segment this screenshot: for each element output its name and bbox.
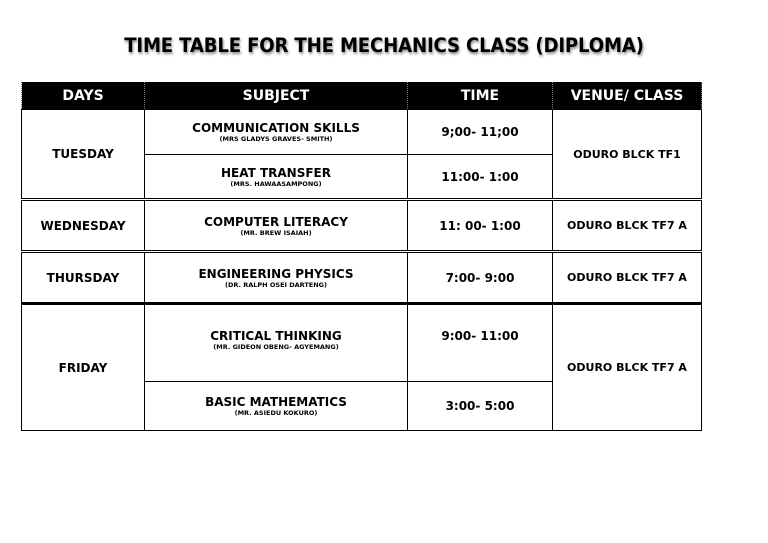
header-row: [22, 82, 702, 110]
subject-name: HEAT TRANSFER: [221, 165, 331, 180]
venue-cell-wednesday: ODURO BLCK TF7 A: [553, 200, 702, 252]
header-time: TIME: [408, 82, 553, 110]
time-cell: 3:00- 5:00: [408, 382, 553, 431]
tutor-name: (MRS. HAWAASAMPONG): [230, 179, 322, 188]
subject-name: BASIC MATHEMATICS: [205, 395, 347, 409]
day-cell-thursday: THURSDAY: [22, 252, 145, 304]
time-cell: 9;00- 11;00: [408, 110, 553, 155]
time-cell: 7:00- 9:00: [408, 252, 553, 304]
subject-cell: [145, 304, 408, 382]
header-venue: VENUE/ CLASS: [553, 82, 702, 110]
subject-cell: [145, 110, 408, 155]
venue-cell-thursday: ODURO BLCK TF7 A: [553, 252, 702, 304]
timetable: [21, 82, 702, 431]
venue-cell-friday: ODURO BLCK TF7 A: [553, 304, 702, 431]
page-title: TIME TABLE FOR THE MECHANICS CLASS (DIPLOMA): [124, 34, 644, 57]
time-cell: 9:00- 11:00: [408, 304, 553, 382]
table-row: [22, 200, 702, 252]
subject-cell: [145, 252, 408, 304]
subject-name: COMMUNICATION SKILLS: [192, 121, 360, 135]
tutor-name: (MR. ASIEDU KOKURO): [234, 409, 318, 417]
day-cell-wednesday: WEDNESDAY: [22, 200, 145, 252]
header-days: DAYS: [22, 82, 145, 110]
subject-name: CRITICAL THINKING: [210, 329, 342, 343]
time-cell: 11: 00- 1:00: [408, 200, 553, 252]
header-subject: SUBJECT: [145, 82, 408, 110]
tutor-name: (MR. BREW ISAIAH): [240, 228, 312, 237]
time-cell: 11:00- 1:00: [408, 155, 553, 200]
tutor-name: (DR. RALPH OSEI DARTENG): [225, 280, 327, 289]
venue-cell-tuesday: ODURO BLCK TF1: [553, 110, 702, 200]
subject-cell: [145, 200, 408, 252]
table-row: [22, 110, 702, 155]
day-cell-friday: FRIDAY: [22, 304, 145, 431]
tutor-name: (MRS GLADYS GRAVES- SMITH): [219, 135, 333, 143]
tutor-name: (MR. GIDEON OBENG- AGYEMANG): [213, 343, 339, 351]
subject-cell: [145, 382, 408, 431]
subject-name: COMPUTER LITERACY: [204, 214, 348, 229]
day-cell-tuesday: TUESDAY: [22, 110, 145, 200]
table-row: [22, 304, 702, 382]
table-row: [22, 252, 702, 304]
subject-name: ENGINEERING PHYSICS: [198, 266, 354, 281]
subject-cell: [145, 155, 408, 200]
